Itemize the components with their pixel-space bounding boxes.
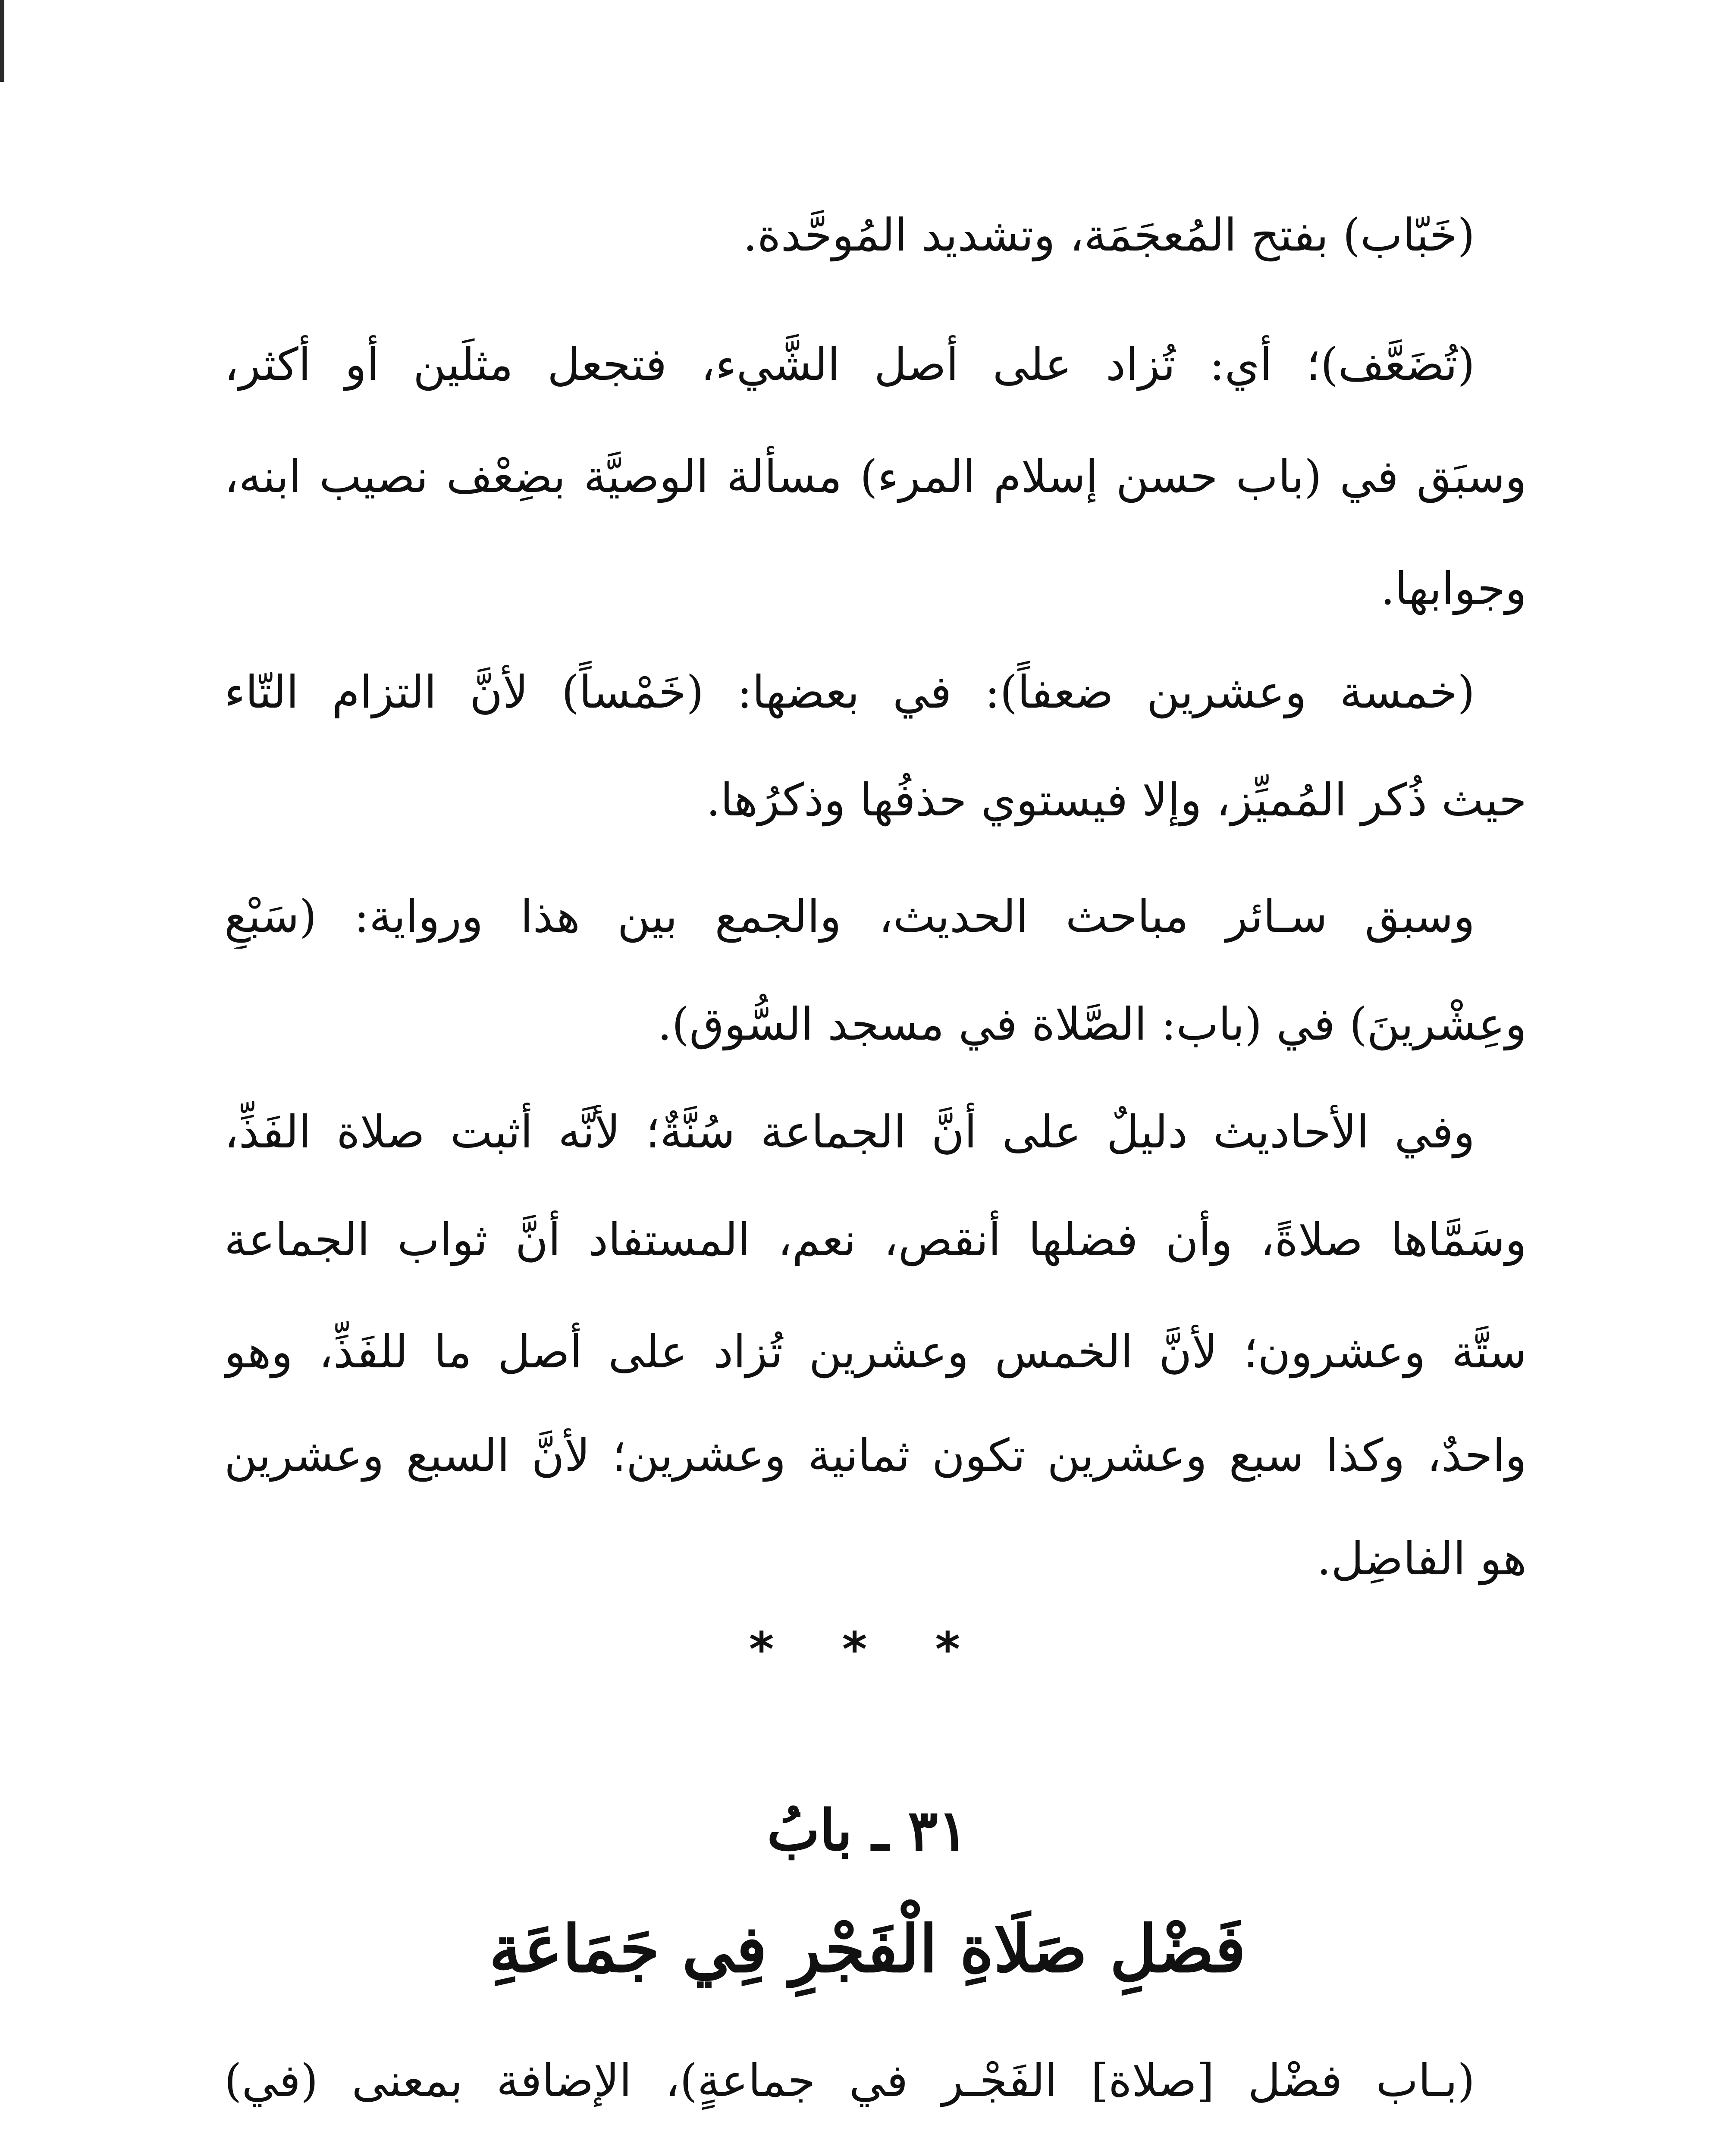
text-line: حيث ذُكر المُميِّز، وإلا فيستوي حذفُها وذكرُها. (706, 774, 1527, 826)
chapter-title: فَضْلِ صَلَاةِ الْفَجْرِ فِي جَمَاعَةِ (489, 1911, 1246, 1987)
text-line: (بـاب فضْل [صلاة] الفَجْـر في جماعةٍ)، الإضافة بمعنى (في) (224, 2054, 1475, 2107)
text-line: وسبَق في (باب حسن إسلام المرء) مسألة الوصيَّة بضِعْف نصيب ابنه، (224, 450, 1527, 503)
text-line: (خَبّاب) بفتح المُعجَمَة، وتشديد المُوحَّدة. (743, 209, 1475, 261)
scan-edge-mark (0, 0, 4, 82)
text-line: (تُضَعَّف)؛ أي: تُزاد على أصل الشَّيء، فتجعل مثلَين أو أكثر، (224, 338, 1475, 391)
text-line: وسبق سـائر مباحث الحديث، والجمع بين هذا ورواية: (سَبْعٍ (224, 890, 1475, 943)
text-line: وعِشْرينَ) في (باب: الصَّلاة في مسجد السُّوق). (657, 998, 1527, 1050)
text-line: (خمسة وعشرين ضعفاً): في بعضها: (خَمْساً) لأنَّ التزام التّاء (224, 666, 1475, 718)
section-separator: * * * (749, 1622, 986, 1677)
text-line: وسَمَّاها صلاةً، وأن فضلها أنقص، نعم، المستفاد أنَّ ثواب الجماعة (224, 1213, 1527, 1266)
text-line: وجوابها. (1380, 562, 1527, 615)
text-line: وفي الأحاديث دليلٌ على أنَّ الجماعة سُنَّةٌ؛ لأنَّه أثبت صلاة الفَذِّ، (224, 1106, 1475, 1158)
text-line: واحدٌ، وكذا سبع وعشرين تكون ثمانية وعشرين؛ لأنَّ السبع وعشرين (224, 1429, 1527, 1482)
text-line: هو الفاضِل. (1317, 1532, 1527, 1585)
text-line: ستَّة وعشرون؛ لأنَّ الخمس وعشرين تُزاد على أصل ما للفَذِّ، وهو (224, 1326, 1527, 1378)
chapter-number: ٣١ ـ بابُ (767, 1797, 968, 1863)
